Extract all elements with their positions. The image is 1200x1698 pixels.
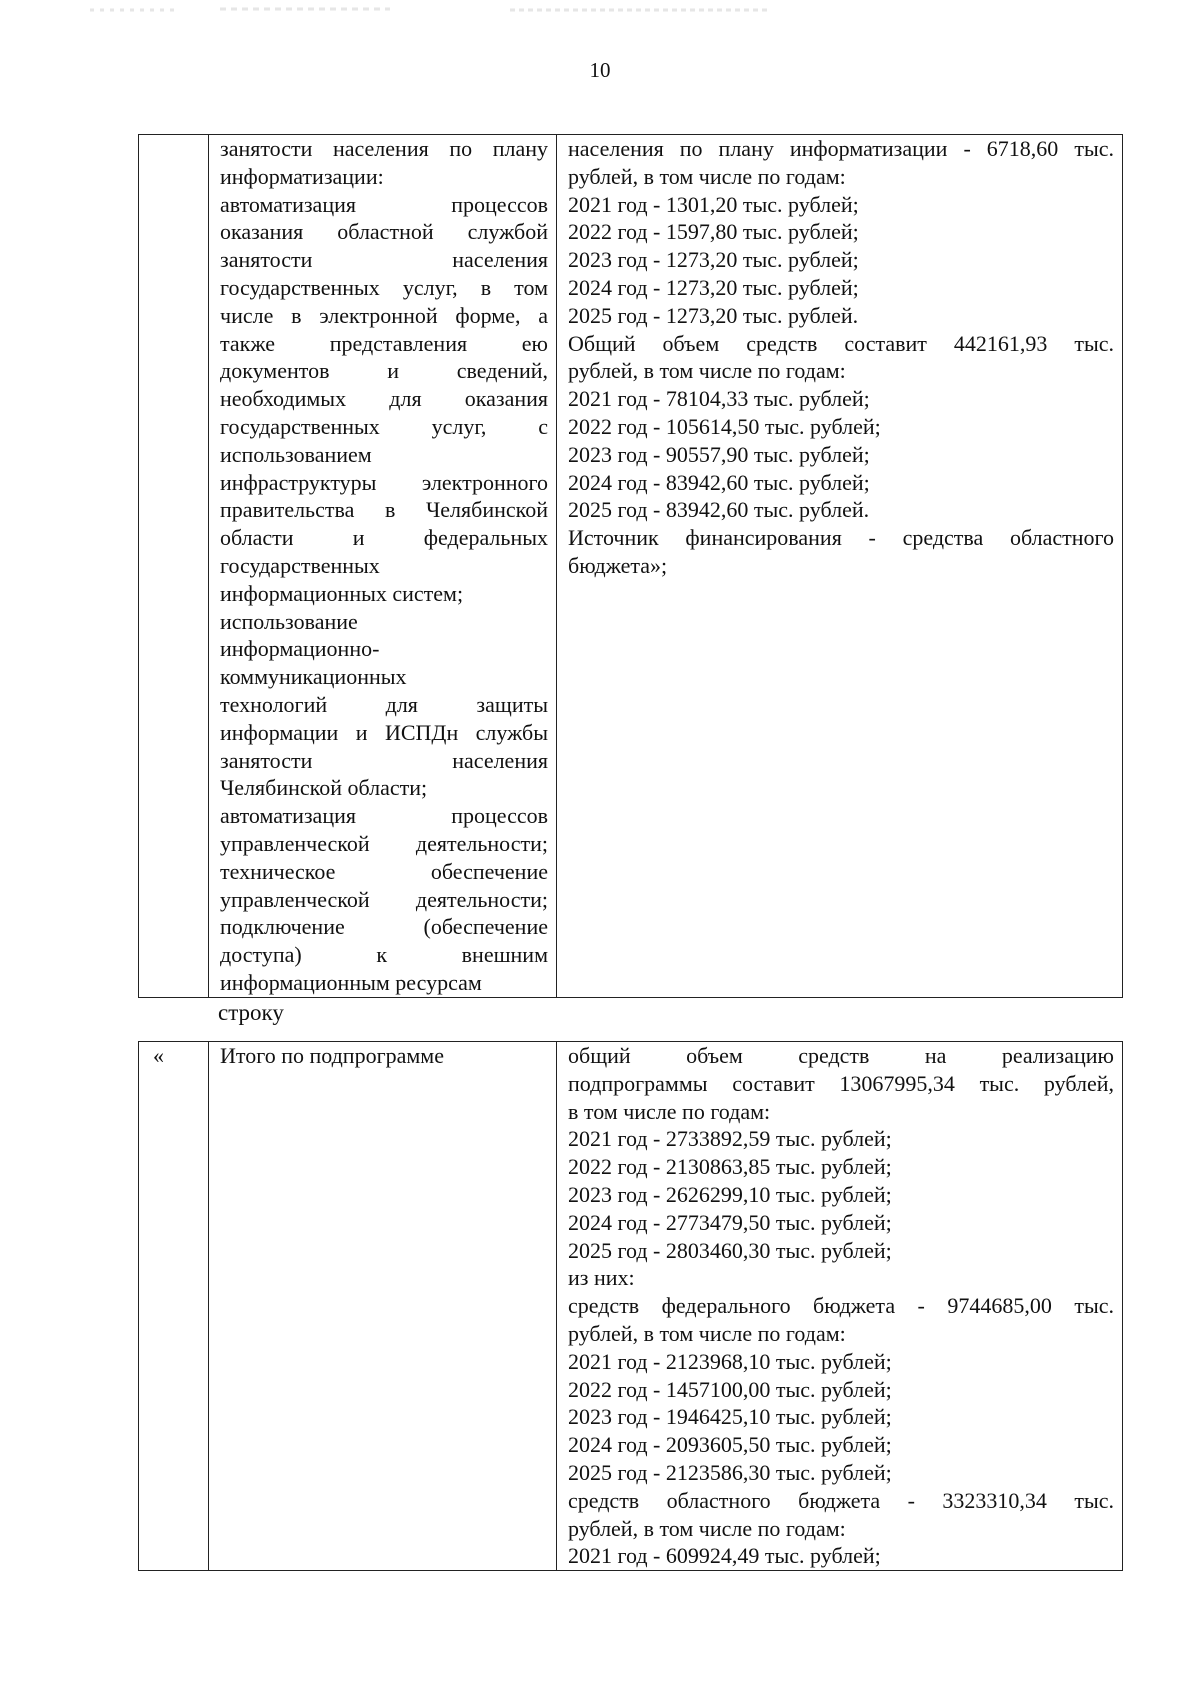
left-line: автоматизация процессов bbox=[220, 803, 548, 829]
left-line: области и федеральных bbox=[220, 525, 548, 551]
left-line: подключение (обеспечение bbox=[220, 914, 548, 940]
left-line: занятости населения по плану bbox=[220, 136, 548, 161]
left-line: государственных услуг, с bbox=[220, 413, 548, 439]
left-line: оказания областной службой bbox=[220, 219, 548, 245]
right-line: средств федерального бюджета - 9744685,00 тыс. bbox=[568, 1293, 1114, 1319]
right-line: Общий объем средств составит 442161,93 тыс. bbox=[568, 330, 1114, 356]
right-line: 2022 год - 1597,80 тыс. рублей; bbox=[568, 219, 859, 245]
right-line: 2021 год - 2123968,10 тыс. рублей; bbox=[568, 1348, 892, 1374]
left-line: управленческой деятельности; bbox=[220, 830, 548, 856]
right-line: 2022 год - 2130863,85 тыс. рублей; bbox=[568, 1154, 892, 1180]
left-line: технологий для защиты bbox=[220, 691, 548, 717]
left-line: управленческой деятельности; bbox=[220, 886, 548, 912]
right-line: 2024 год - 2773479,50 тыс. рублей; bbox=[568, 1209, 892, 1235]
right-line: 2023 год - 1273,20 тыс. рублей; bbox=[568, 247, 859, 273]
left-line: информационно- bbox=[220, 636, 380, 662]
table-row bbox=[139, 1042, 1123, 1571]
right-line: 2024 год - 1273,20 тыс. рублей; bbox=[568, 274, 859, 300]
right-line: 2025 год - 83942,60 тыс. рублей. bbox=[568, 497, 870, 523]
right-line: 2022 год - 105614,50 тыс. рублей; bbox=[568, 413, 881, 439]
left-line: доступа) к внешним bbox=[220, 942, 548, 968]
left-line: информационных систем; bbox=[220, 580, 464, 606]
row-title-cell bbox=[209, 1042, 557, 1571]
between-label: строку bbox=[218, 1000, 284, 1025]
left-line: автоматизация процессов bbox=[220, 191, 548, 217]
right-line: из них: bbox=[568, 1265, 635, 1291]
right-line: 2023 год - 2626299,10 тыс. рублей; bbox=[568, 1181, 892, 1207]
right-line: 2023 год - 1946425,10 тыс. рублей; bbox=[568, 1404, 892, 1430]
right-line: 2021 год - 2733892,59 тыс. рублей; bbox=[568, 1126, 892, 1152]
right-line: 2022 год - 1457100,00 тыс. рублей; bbox=[568, 1376, 892, 1402]
right-line: населения по плану информатизации - 6718,60 тыс. bbox=[568, 136, 1114, 161]
left-line: техническое обеспечение bbox=[220, 858, 548, 884]
left-line: инфраструктуры электронного bbox=[220, 469, 548, 495]
right-line: рублей, в том числе по годам: bbox=[568, 1515, 846, 1541]
right-line: средств областного бюджета - 3323310,34 тыс. bbox=[568, 1487, 1114, 1513]
empty-cell bbox=[139, 135, 209, 998]
right-line: рублей, в том числе по годам: bbox=[568, 163, 846, 189]
quote-cell bbox=[139, 1042, 209, 1571]
right-line: 2025 год - 1273,20 тыс. рублей. bbox=[568, 302, 859, 328]
right-line: 2025 год - 2803460,30 тыс. рублей; bbox=[568, 1237, 892, 1263]
left-line: занятости населения bbox=[220, 247, 548, 273]
left-line: государственных услуг, в том bbox=[220, 274, 548, 300]
left-line: информации и ИСПДн службы bbox=[220, 719, 548, 745]
right-cell-total-funding bbox=[557, 1042, 1123, 1571]
left-line: государственных bbox=[220, 552, 380, 578]
left-line: использованием bbox=[220, 441, 372, 467]
table-total bbox=[138, 1041, 1123, 1571]
left-line: правительства в Челябинской bbox=[220, 497, 548, 523]
left-line: занятости населения bbox=[220, 747, 548, 773]
opening-quote: « bbox=[153, 1043, 164, 1068]
right-line: рублей, в том числе по годам: bbox=[568, 358, 846, 384]
right-line: 2021 год - 609924,49 тыс. рублей; bbox=[568, 1543, 881, 1569]
table-row bbox=[139, 135, 1123, 998]
page-number: 10 bbox=[589, 58, 611, 82]
right-cell-funding bbox=[557, 135, 1123, 998]
right-line: рублей, в том числе по годам: bbox=[568, 1320, 846, 1346]
right-line: 2025 год - 2123586,30 тыс. рублей; bbox=[568, 1459, 892, 1485]
right-line: в том числе по годам: bbox=[568, 1098, 771, 1124]
right-line: 2024 год - 83942,60 тыс. рублей; bbox=[568, 469, 870, 495]
row-title: Итого по подпрограмме bbox=[220, 1043, 444, 1068]
right-line: Источник финансирования - средства областного bbox=[568, 525, 1114, 551]
right-line: подпрограммы составит 13067995,34 тыс. рублей, bbox=[568, 1070, 1114, 1096]
right-line: 2024 год - 2093605,50 тыс. рублей; bbox=[568, 1432, 892, 1458]
left-line: Челябинской области; bbox=[220, 775, 428, 801]
left-cell-activities bbox=[209, 135, 557, 998]
left-line: информатизации: bbox=[220, 163, 384, 189]
right-line: общий объем средств на реализацию bbox=[568, 1043, 1114, 1068]
left-line: использование bbox=[220, 608, 358, 634]
left-line: информационным ресурсам bbox=[220, 969, 482, 995]
right-line: 2021 год - 78104,33 тыс. рублей; bbox=[568, 386, 870, 412]
right-line: 2021 год - 1301,20 тыс. рублей; bbox=[568, 191, 859, 217]
left-line: документов и сведений, bbox=[220, 358, 548, 384]
left-line: также представления ею bbox=[220, 330, 548, 356]
table-continuation bbox=[138, 134, 1123, 998]
scan-noise-marks bbox=[90, 4, 770, 16]
right-line: бюджета»; bbox=[568, 552, 668, 578]
right-line: 2023 год - 90557,90 тыс. рублей; bbox=[568, 441, 870, 467]
left-line: числе в электронной форме, а bbox=[220, 302, 548, 328]
left-line: необходимых для оказания bbox=[220, 386, 548, 412]
left-line: коммуникационных bbox=[220, 664, 407, 690]
